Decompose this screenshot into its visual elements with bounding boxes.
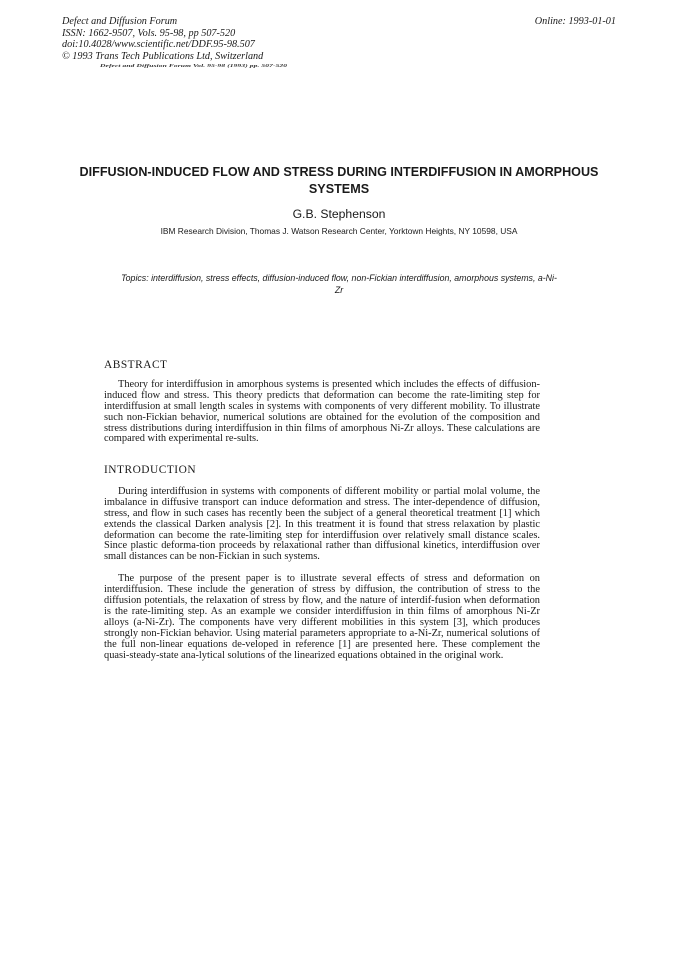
- author-affiliation: IBM Research Division, Thomas J. Watson Research Center, Yorktown Heights, NY 10598, USA: [160, 226, 518, 236]
- introduction-section: [104, 465, 540, 662]
- online-date: Online: 1993-01-01: [534, 16, 616, 27]
- doi-line: doi:10.4028/www.scientific.net/DDF.95-98.507: [62, 39, 255, 51]
- topics-keywords: Topics: interdiffusion, stress effects, diffusion-induced flow, non-Fickian interdiffusion, amorphous systems, a-Ni-Zr: [121, 273, 557, 295]
- issn-line: ISSN: 1662-9507, Vols. 95-98, pp 507-520: [62, 27, 236, 39]
- author-name: G.B. Stephenson: [292, 207, 386, 221]
- abstract-heading: ABSTRACT: [104, 359, 168, 371]
- paper-title: DIFFUSION-INDUCED FLOW AND STRESS DURING INTERDIFFUSION IN AMORPHOUS SYSTEMS: [79, 165, 599, 196]
- abstract-section: [104, 360, 540, 445]
- intro-paragraph: During interdiffusion in systems with components of different mobility or partial molal volume, the imbalance in diffusive transport can induce deformation and stress. The inter-dependence of diffusion, stress, and flow in such cases has recently been the subject of a general theoretical treatment [1] which extends the classical Darken analysis [2]. In this treatment it is found that stress relaxation by plastic deformation can become the rate-limiting step for interdiffusion over relatively small distance scales. Since plastic deforma-tion proceeds by relaxational rather than diffusional kinetics, interdiffusion over small distances can be non-Fickian in such systems.: [104, 485, 540, 563]
- running-head: Defect and Diffusion Forum Vol. 95-98 (1993) pp. 507-520: [100, 63, 288, 68]
- publication-info: [62, 16, 263, 62]
- intro-paragraph: The purpose of the present paper is to illustrate several effects of stress and deformation on interdiffusion. These include the generation of stress by diffusion, the contribution of stress to the diffusion potentials, the relaxation of stress by flow, and the nature of interdif-fusion when deformation is the rate-limiting step. As an example we consider interdiffusion in thin films of amorphous Ni-Zr alloys (a-Ni-Zr). The components have very different mobilities in this system [3], which produces strongly non-Fickian behavior. Using material parameters appropriate to a-Ni-Zr, numerical solutions of the full non-linear equations de-veloped in reference [1] are presented here. These complement the quasi-steady-state ana-lytical solutions of the linearized equations obtained in the original work.: [104, 573, 540, 661]
- introduction-heading: INTRODUCTION: [104, 464, 197, 476]
- journal-name: Defect and Diffusion Forum: [62, 16, 178, 27]
- copyright-line: © 1993 Trans Tech Publications Ltd, Switzerland: [62, 50, 264, 62]
- abstract-text: Theory for interdiffusion in amorphous systems is presented which includes the effects of diffusion-induced flow and stress. This theory predicts that deformation can become the rate-limiting step for interdiffusion at small length scales in systems with components of very different mobility. To illustrate such non-Fickian behavior, numerical solutions are obtained for the evolution of the composition and stress distributions during interdiffusion in thin films of amorphous Ni-Zr alloys. These calculations are compared with experimental re-sults.: [104, 378, 540, 445]
